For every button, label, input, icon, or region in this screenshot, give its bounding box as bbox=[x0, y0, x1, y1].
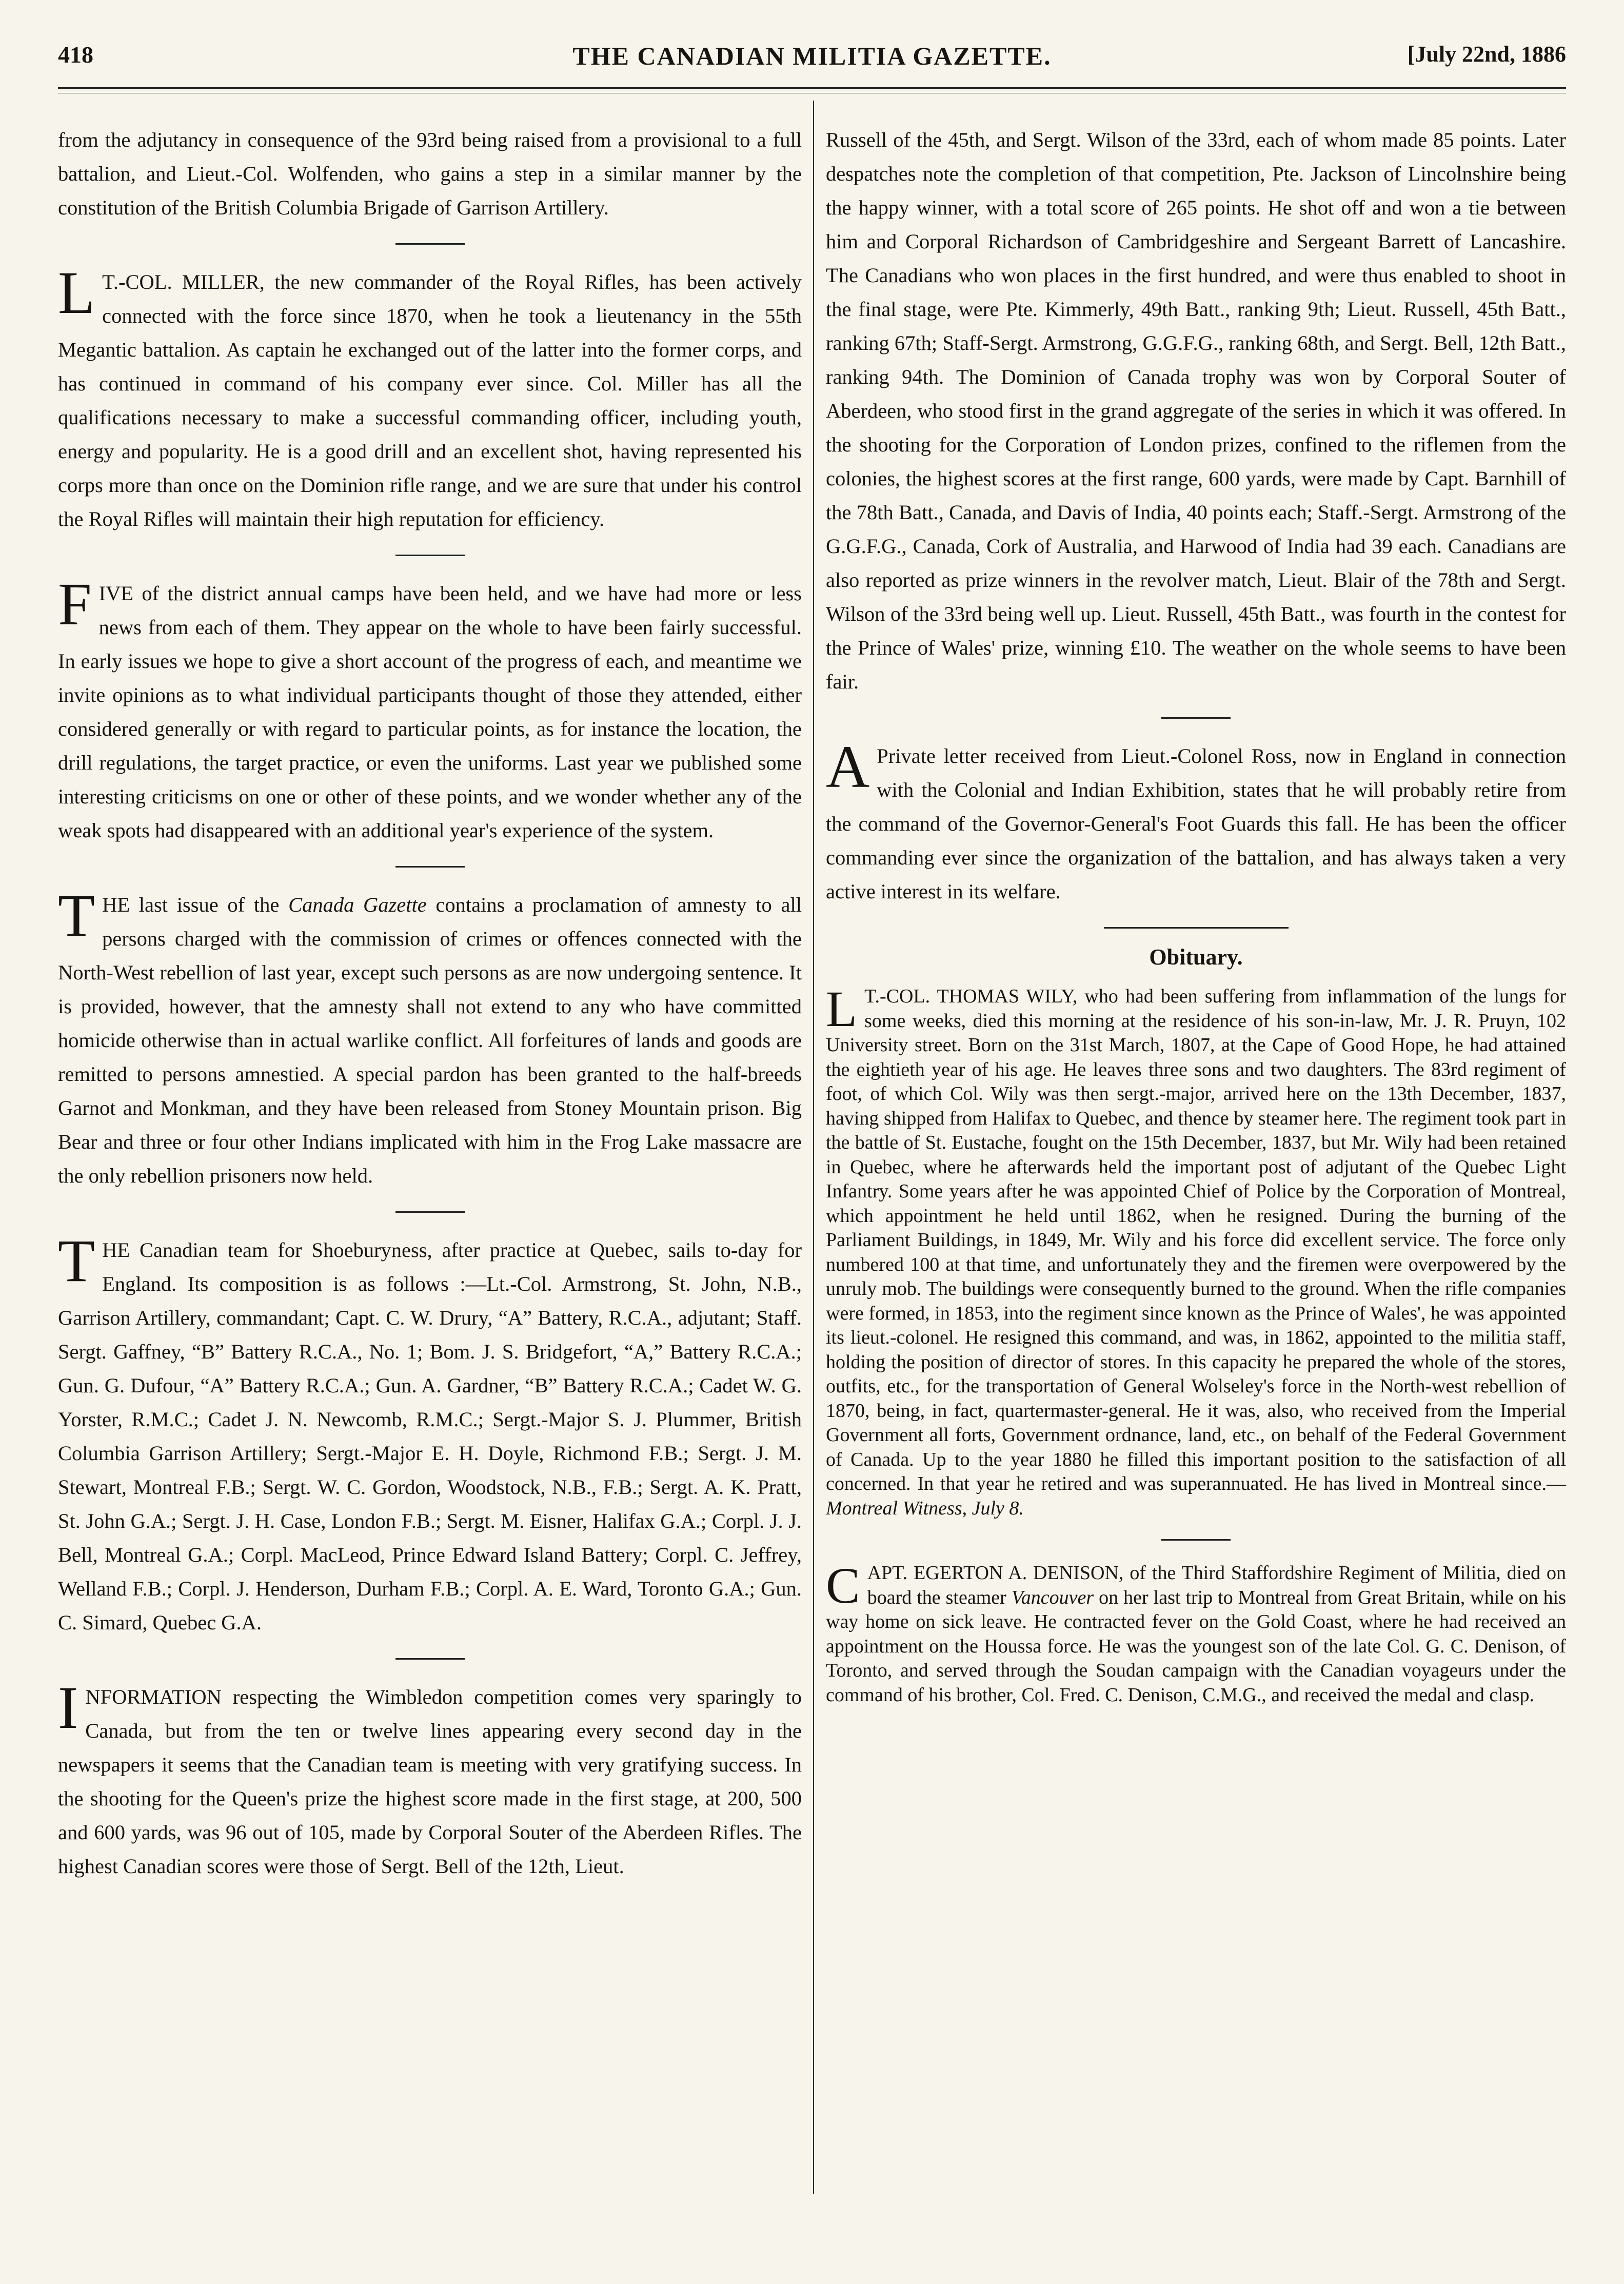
drop-cap: C bbox=[826, 1557, 860, 1614]
header-rule bbox=[58, 87, 1566, 93]
separator-rule bbox=[1161, 717, 1231, 719]
column-divider bbox=[813, 101, 814, 2194]
separator-rule bbox=[395, 1658, 465, 1660]
paragraph-shoeburyness-team: THE Canadian team for Shoeburyness, after practice at Quebec, sails to-day for England. Its composition is as follows :—Lt.-Col. Armstrong, St. John, N.B., Garrison Artillery, commandant; Capt. C. W. Drury, “A” Battery, R.C.A., adjutant; Staff. Sergt. Gaffney, “B” Battery R.C.A., No. 1; Bom. J. S. Bridgefort, “A,” Battery R.C.A.; Gun. G. Dufour, “A” Battery R.C.A.; Gun. A. Gardner, “B” Battery R.C.A.; Cadet W. G. Yorster, R.M.C.; Cadet J. N. Newcomb, R.M.C.; Sergt.-Major S. J. Plummer, British Columbia Garrison Artillery; Sergt.-Major E. H. Doyle, Richmond F.B.; Sergt. J. M. Stewart, Montreal F.B.; Sergt. W. C. Gordon, Woodstock, N.B., F.B.; Sergt. A. K. Pratt, St. John G.A.; Sergt. J. H. Case, London F.B.; Sergt. M. Eisner, Halifax G.A.; Corpl. J. J. Bell, Montreal G.A.; Corpl. MacLeod, Prince Edward Island Battery; Corpl. C. Jeffrey, Welland F.B.; Corpl. J. Henderson, Durham F.B.; Corpl. A. E. Ward, Toronto G.A.; Gun. C. Simard, Quebec G.A. bbox=[58, 1227, 802, 1634]
page-number: 418 bbox=[58, 42, 93, 68]
drop-cap: L bbox=[58, 259, 95, 326]
separator-rule bbox=[395, 243, 465, 245]
drop-cap: L bbox=[826, 980, 858, 1037]
paragraph-obituary-wily: L T.-COL. THOMAS WILY, who had been suffering from inflammation of the lungs for some weeks, died this morning at the residence of his son-in-law, Mr. J. R. Pruyn, 102 University street. Born on the 31st March, 1807, at the Cape of Good Hope, he had attained the eightieth year of his age. He leaves three sons and two daughters. The 83rd regiment of foot, of which Col. Wily was then sergt.-major, arrived here on the 13th December, 1837, having shipped from Halifax to Quebec, and thence by steamer here. The regiment took part in the battle of St. Eustache, fought on the 15th December, 1837, but Mr. Wily had been retained in Quebec, where he afterwards held the important post of adjutant of the Quebec Light Infantry. Some years after he was appointed Chief of Police by the Corporation of Montreal, which appointment he held until 1862, when he resigned. During the burning of the Parliament Buildings, in 1849, Mr. Wily and his force did excellent service. The force only numbered 100 at that time, and unfortunately they and the firemen were overpowered by the unruly mob. The buildings were consequently burned to the ground. When the rifle companies were formed, in 1853, into the regiment since known as the Prince of Wales', he was appointed its lieut.-colonel. He resigned this command, and was, in 1862, appointed to the militia staff, holding the position of director of stores. In this capacity he prepared the whole of the stores, outfits, etc., for the transportation of General Wolseley's force in the North-west rebellion of 1870, being, in fact, quartermaster-general. He it was, also, who received from the Imperial Government all forts, Government ordnance, land, etc., on behalf of the Federal Government of Canada. Up to the year 1880 he filled this important position to the satisfaction of all concerned. In that year he retired and was superannuated. He has lived in Montreal since.—Montreal Witness, July 8. bbox=[826, 980, 1566, 1519]
separator-rule bbox=[1161, 1539, 1231, 1541]
left-column bbox=[58, 123, 802, 1883]
issue-date: [July 22nd, 1886 bbox=[1407, 42, 1566, 67]
separator-rule bbox=[395, 555, 465, 556]
paragraph-lt-col-ross: A Private letter received from Lieut.-Colonel Ross, now in England in connection with the Colonial and Indian Exhibition, states that he will probably retire from the command of the Governor-General's Foot Guards this fall. He has been the officer commanding ever since the organization of the battalion, and has always taken a very active interest in its welfare. bbox=[826, 733, 1566, 903]
paragraph-wimbledon-continued: Russell of the 45th, and Sergt. Wilson of the 33rd, each of whom made 85 points. Later despatches note the completion of that competition, Pte. Jackson of Lincolnshire being the happy winner, with a total score of 265 points. He shot off and won a tie between him and Corporal Richardson of Cambridgeshire and Sergeant Barrett of Lancashire. The Canadians who won places in the first hundred, and were thus enabled to shoot in the final stage, were Pte. Kimmerly, 49th Batt., ranking 9th; Lieut. Russell, 45th Batt., ranking 67th; Staff-Sergt. Armstrong, G.G.F.G., ranking 68th, and Sergt. Bell, 12th Batt., ranking 94th. The Dominion of Canada trophy was won by Corporal Souter of Aberdeen, who stood first in the grand aggregate of the series in which it was offered. In the shooting for the Corporation of London prizes, confined to the riflemen from the colonies, the highest scores at the first range, 600 yards, were made by Capt. Barnhill of the 78th Batt., Canada, and Davis of India, 40 points each; Staff.-Sergt. Armstrong of the G.G.F.G., Canada, Cork of Australia, and Harwood of India had 39 each. Canadians are also reported as prize winners in the revolver match, Lieut. Blair of the 78th and Sergt. Wilson of the 33rd being well up. Lieut. Russell, 45th Batt., was fourth in the contest for the Prince of Wales' prize, winning £10. The weather on the whole seems to have been fair. bbox=[826, 128, 1566, 693]
drop-cap: T bbox=[58, 882, 95, 949]
source-citation: Montreal Witness, July 8. bbox=[826, 1497, 1024, 1519]
publication-title: THE CANADIAN MILITIA GAZETTE. bbox=[572, 42, 1052, 70]
drop-cap: F bbox=[58, 570, 92, 638]
right-column bbox=[826, 123, 1566, 1707]
steamer-name: Vancouver bbox=[1011, 1586, 1094, 1608]
drop-cap: A bbox=[826, 733, 870, 800]
publication-name: Canada Gazette bbox=[288, 893, 427, 916]
paragraph-wimbledon: INFORMATION respecting the Wimbledon competition comes very sparingly to Canada, but from the ten or twelve lines appearing every second day in the newspapers it seems that the Canadian team is meeting with very gratifying success. In the shooting for the Queen's prize the highest score made in the first stage, at 200, 500 and 600 yards, was 96 out of 105, made by Corporal Souter of the Aberdeen Rifles. The highest Canadian scores were those of Sergt. Bell of the 12th, Lieut. bbox=[58, 1674, 802, 1878]
obituary-heading: Obituary. bbox=[1149, 944, 1243, 970]
paragraph-col-miller: L T.-COL. MILLER, the new commander of the Royal Rifles, has been actively connected with the force since 1870, when he took a lieutenancy in the 55th Megantic battalion. As captain he exchanged out of the latter into the former corps, and has continued in command of his company ever since. Col. Miller has all the qualifications necessary to make a successful commanding officer, including youth, energy and popularity. He is a good drill and an excellent shot, having represented his corps more than once on the Dominion rifle range, and we are sure that under his control the Royal Rifles will maintain their high reputation for efficiency. bbox=[58, 259, 802, 530]
obituary-rule bbox=[1104, 927, 1289, 929]
drop-cap: I bbox=[58, 1674, 78, 1741]
drop-cap: T bbox=[58, 1227, 95, 1294]
page-header bbox=[58, 41, 1566, 77]
paragraph-district-camps: FIVE of the district annual camps have been held, and we have had more or less news from each of them. They appear on the whole to have been fairly successful. In early issues we hope to give a short account of the progress of each, and meantime we invite opinions as to what individual participants thought of those they attended, either considered generally or with regard to particular points, as for instance the location, the drill regulations, the target practice, or even the uniforms. Last year we published some interesting criticisms on one or other of these points, and we wonder whether any of the weak spots had disappeared with an additional year's experience of the system. bbox=[58, 570, 802, 842]
paragraph-adjutancy: from the adjutancy in consequence of the 93rd being raised from a provisional to a full battalion, and Lieut.-Col. Wolfenden, who gains a step in a similar manner by the constitution of the British Columbia Brigade of Garrison Artillery. bbox=[58, 128, 802, 219]
paragraph-obituary-denison: CAPT. EGERTON A. DENISON, of the Third Staffordshire Regiment of Militia, died on board the steamer Vancouver on her last trip to Montreal from Great Britain, while on his way home on sick leave. He contracted fever on the Gold Coast, where he had received an appointment on the Houssa force. He was the youngest son of the late Col. G. C. Denison, of Toronto, and served through the Soudan campaign with the Canadian voyageurs under the command of his brother, Col. Fred. C. Denison, C.M.G., and received the medal and clasp. bbox=[826, 1557, 1567, 1706]
separator-rule bbox=[395, 1211, 465, 1213]
paragraph-amnesty: THE last issue of the Canada Gazette contains a proclamation of amnesty to all persons charged with the commission of crimes or offences connected with the North-West rebellion of last year, except such persons as are now undergoing sentence. It is provided, however, that the amnesty shall not extend to any who have committed homicide otherwise than in actual warlike conflict. All forfeitures of lands and goods are remitted to persons amnestied. A special pardon has been granted to the half-breeds Garnot and Monkman, and they have been released from Stoney Mountain prison. Big Bear and three or four other Indians implicated with him in the Frog Lake massacre are the only rebellion prisoners now held. bbox=[58, 882, 802, 1187]
separator-rule bbox=[395, 866, 465, 868]
